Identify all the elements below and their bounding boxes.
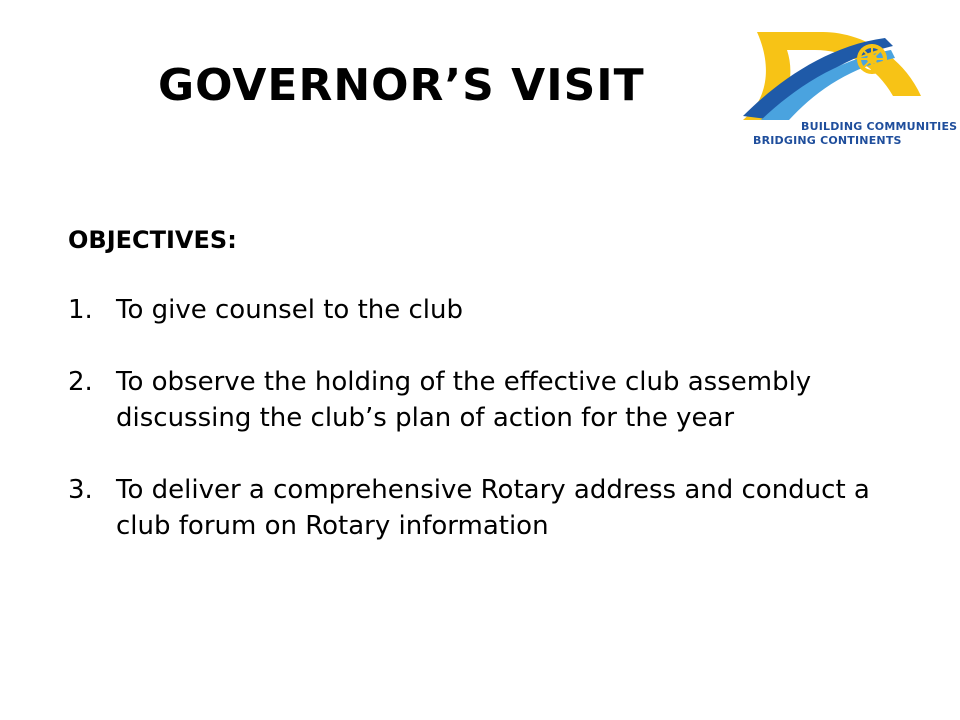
objectives-heading: OBJECTIVES: bbox=[68, 226, 237, 254]
logo-tagline-line1: BUILDING COMMUNITIES bbox=[801, 120, 958, 133]
list-item-number: 1. bbox=[68, 295, 93, 325]
list-item-text: To observe the holding of the effective club assembly discussing the club’s plan of action for the year bbox=[116, 367, 812, 433]
theme-logo bbox=[735, 24, 958, 154]
list-item bbox=[68, 292, 928, 328]
list-item-text: To give counsel to the club bbox=[116, 295, 464, 325]
rotary-wheel-icon bbox=[857, 44, 887, 74]
slide-title: GOVERNOR’S VISIT bbox=[158, 60, 645, 111]
list-item bbox=[68, 472, 928, 544]
list-item bbox=[68, 364, 928, 436]
objectives-section bbox=[68, 222, 928, 580]
list-item-number: 3. bbox=[68, 475, 93, 505]
list-item-number: 2. bbox=[68, 367, 93, 397]
logo-tagline-line2: BRIDGING CONTINENTS bbox=[753, 134, 902, 147]
objectives-list bbox=[68, 292, 928, 544]
list-item-text: To deliver a comprehensive Rotary address and conduct a club forum on Rotary information bbox=[116, 475, 870, 541]
